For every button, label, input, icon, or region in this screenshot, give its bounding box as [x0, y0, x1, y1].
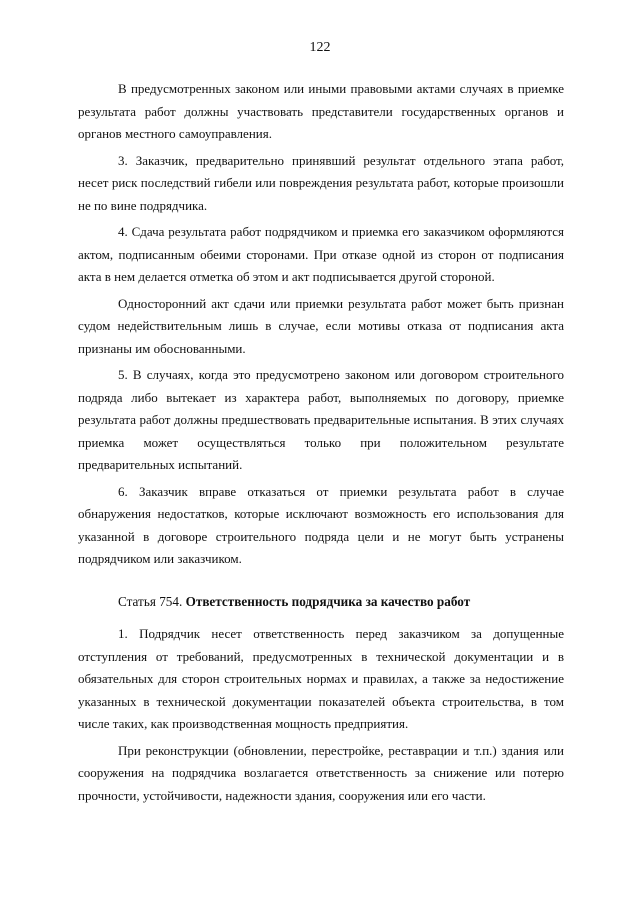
paragraph: 1. Подрядчик несет ответственность перед заказчиком за допущенные отступления от требований, предусмотренных в технической документации и в обязательных для сторон строительных нормах и правилах, а также за недостижение указанных в технической документации показателей объекта строительства, в том числе таких, как производственная мощность предприятия. [78, 626, 564, 731]
paragraph: 4. Сдача результата работ подрядчиком и приемка его заказчиком оформляются актом, подписанным обеими сторонами. При отказе одной из сторон от подписания акта в нем делается отметка об этом и акт подписывается другой стороной. [78, 224, 564, 284]
paragraph: 3. Заказчик, предварительно принявший результат отдельного этапа работ, несет риск последствий гибели или повреждения результата работ, которые произошли не по вине подрядчика. [78, 152, 564, 213]
paragraph: 6. Заказчик вправе отказаться от приемки результата работ в случае обнаружения недостатков, которые исключают возможность его использования для указанной в договоре строительного подряда цели и не могут быть устранены подрядчиком или заказчиком. [78, 483, 564, 566]
article-label: Статья 754. [118, 593, 183, 609]
article-title: Ответственность подрядчика за качество работ [185, 593, 471, 609]
paragraph: При реконструкции (обновлении, перестройке, реставрации и т.п.) здания или сооружения на подрядчика возлагается ответственность за снижение или потерю прочности, устойчивости, надежности здания, сооружения или его части. [78, 742, 564, 803]
document-body [78, 78, 564, 811]
article-heading [78, 591, 564, 614]
paragraph: Односторонний акт сдачи или приемки результата работ может быть признан судом недействительным лишь в случае, если мотивы отказа от подписания акта признаны им обоснованными. [78, 295, 564, 356]
page-number: 122 [309, 40, 331, 55]
paragraph: 5. В случаях, когда это предусмотрено законом или договором строительного подряда либо вытекает из характера работ, выполняемых по договору, приемке результата работ должны предшествовать предварительные испытания. В этих случаях приемка может осуществляться только при положительном результате предварительных испытаний. [78, 367, 564, 472]
paragraph: В предусмотренных законом или иными правовыми актами случаях в приемке результата работ должны участвовать представители государственных органов и органов местного самоуправления. [78, 81, 564, 141]
